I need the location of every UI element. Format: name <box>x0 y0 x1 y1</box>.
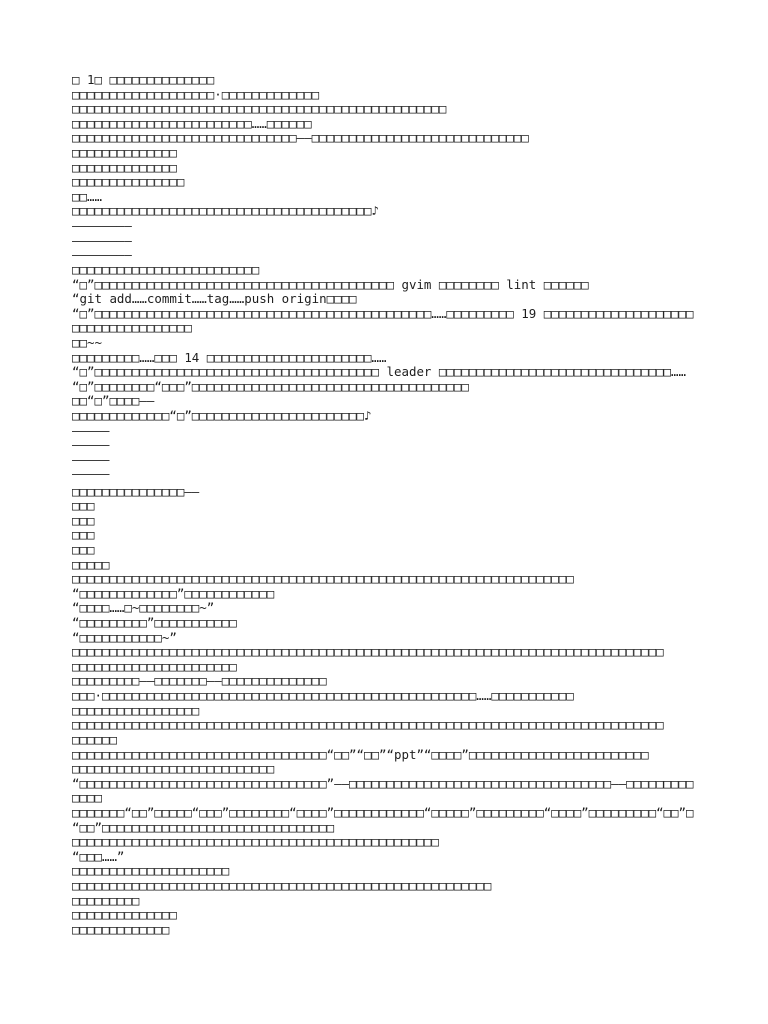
rule-line: ———————— <box>72 232 132 248</box>
text-line: □□□□□□□□□□□□□□□□□□□·□□□□□□□□□□□□□ <box>72 86 320 102</box>
text-line: □□□□□ <box>72 556 110 572</box>
text-line: □□□□□□□□□……□□□ 14 □□□□□□□□□□□□□□□□□□□□□□…… <box>72 349 387 365</box>
text-line: □□~~ <box>72 334 102 350</box>
text-line: □□□□□□□□□□□□□□□□□ <box>72 702 200 718</box>
text-line: □□□□□□□□□□□□□□□□□□□□□□□□□□□□□□□□□□□□□□□□□□□□□□□□□□□□□□□□□□□□□□□□□□□□□□□□□□□□□□□ <box>72 717 664 733</box>
text-line: □□□□□□□□□□□□□□□□□□□□□□□□□□□□□□□□□□□□□□□□□□□□□□□□□□ <box>72 101 447 117</box>
rule-line: ———————— <box>72 247 132 263</box>
text-line: □□□□□□□□□ <box>72 892 140 908</box>
rule-line: ————— <box>72 437 110 453</box>
text-line: “git add……commit……tag……push origin□□□□ <box>72 291 357 307</box>
text-line: □□□□□□□□□□□□□□□□□□□□□□□□□□□ <box>72 761 275 777</box>
text-line: “□□□□□□□□□□□~” <box>72 629 177 645</box>
text-line: □□“□”□□□□—— <box>72 393 155 409</box>
text-line: □□□□□□□□□□□□□□□□□□□□□□□□□□□□□□□□□□□□□□□□♪ <box>72 203 380 219</box>
text-line: □□□□□□□□□□□□□□ <box>72 907 177 923</box>
text-line: □□□□□□□□□□□□□ <box>72 921 170 937</box>
text-line: □□□ <box>72 498 95 514</box>
text-line: □□□□□□□□□□□□□“□”□□□□□□□□□□□□□□□□□□□□□□□♪ <box>72 408 372 424</box>
text-line: □□□□□□□□□□□□□□□□□□□□□□□□……□□□□□□ <box>72 115 312 131</box>
text-line: □□□□□□□□□□□□□□□□□□□□□□□□□ <box>72 261 260 277</box>
text-line: □□□□□□ <box>72 731 117 747</box>
text-line: “□”□□□□□□□□□□□□□□□□□□□□□□□□□□□□□□□□□□□□□□□□ gvim □□□□□□□□ lint □□□□□□ <box>72 276 589 292</box>
text-line: “□”□□□□□□□□□□□□□□□□□□□□□□□□□□□□□□□□□□□□□□□□□□□□□……□□□□□□□□□ 19 □□□□□□□□□□□□□□□□□□□□ <box>72 305 694 321</box>
text-line: “□”□□□□□□□□“□□□”□□□□□□□□□□□□□□□□□□□□□□□□□□□□□□□□□□□□□ <box>72 378 469 394</box>
text-line: □□□□□□□□□□□□□□□□□□□□□ <box>72 863 230 879</box>
text-line: □□□ <box>72 527 95 543</box>
rule-line: ————— <box>72 422 110 438</box>
text-line: □□□□□□□□□□□□□□ <box>72 145 177 161</box>
text-line: □□□□□□□□□□□□□□□□□□□□□□□□□□□□□□——□□□□□□□□□□□□□□□□□□□□□□□□□□□□□ <box>72 130 529 146</box>
text-line: □□□□□□□□□□□□□□□—— <box>72 483 200 499</box>
rule-line: ————— <box>72 466 110 482</box>
text-line: □□□□ <box>72 790 102 806</box>
text-line: □□□□□□□□□□□□□□ <box>72 159 177 175</box>
text-line: □□□□□□□□□□□□□□□□□□□□□□□□□□□□□□□□□□□□□□□□□□□□□□□□□□□□□□□□□□□□□□□□□□□□□□□□□□□□□□□ <box>72 644 664 660</box>
text-line: □ 1□ □□□□□□□□□□□□□□ <box>72 72 215 87</box>
text-line: □□…… <box>72 188 102 204</box>
text-line: □□□□□□□□□□□□□□□□□□□□□□□□□□□□□□□□□□□□□□□□□□□□□□□□□ <box>72 834 439 850</box>
text-line: □□□□□□□□□□□□□□□ <box>72 174 185 190</box>
text-line: “□□□□□□□□□□□□□□□□□□□□□□□□□□□□□□□□□”——□□□□□□□□□□□□□□□□□□□□□□□□□□□□□□□□□□□——□□□□□□□□□ <box>72 775 694 791</box>
rule-line: ———————— <box>72 218 132 234</box>
text-line: “□□□□□□□□□□□□□”□□□□□□□□□□□□ <box>72 585 275 601</box>
text-line: “□□□……” <box>72 848 125 864</box>
text-line: □□□□□□□□□□□□□□□□□□□□□□□□□□□□□□□□□□“□□”“□□”“ppt”“□□□□”□□□□□□□□□□□□□□□□□□□□□□□□ <box>72 746 649 762</box>
text-line: “□”□□□□□□□□□□□□□□□□□□□□□□□□□□□□□□□□□□□□□□ leader □□□□□□□□□□□□□□□□□□□□□□□□□□□□□□□…… <box>72 364 687 380</box>
text-line: “□□”□□□□□□□□□□□□□□□□□□□□□□□□□□□□□□□ <box>72 819 335 835</box>
document-body <box>72 73 752 937</box>
text-line: “□□□□……□~□□□□□□□□~” <box>72 600 215 616</box>
text-line: □□□□□□□“□□”□□□□□“□□□”□□□□□□□□“□□□□”□□□□□□□□□□□□“□□□□□”□□□□□□□□□“□□□□”□□□□□□□□□“□□”□ <box>72 804 694 820</box>
text-line: □□□□□□□□□□□□□□□□ <box>72 320 192 336</box>
text-line: □□□ <box>72 542 95 557</box>
text-line: □□□□□□□□□□□□□□□□□□□□□□□□□□□□□□□□□□□□□□□□□□□□□□□□□□□□□□□□ <box>72 878 492 894</box>
text-line: □□□□□□□□□□□□□□□□□□□□□□□□□□□□□□□□□□□□□□□□□□□□□□□□□□□□□□□□□□□□□□□□□□□ <box>72 571 574 587</box>
text-line: □□□ <box>72 512 95 528</box>
text-line: □□□·□□□□□□□□□□□□□□□□□□□□□□□□□□□□□□□□□□□□□□□□□□□□□□□□□□……□□□□□□□□□□□ <box>72 688 574 704</box>
rule-line: ————— <box>72 451 110 467</box>
text-line: □□□□□□□□□□□□□□□□□□□□□□ <box>72 658 237 674</box>
text-line: □□□□□□□□□——□□□□□□□——□□□□□□□□□□□□□□ <box>72 673 327 689</box>
text-line: “□□□□□□□□□”□□□□□□□□□□□ <box>72 615 237 631</box>
